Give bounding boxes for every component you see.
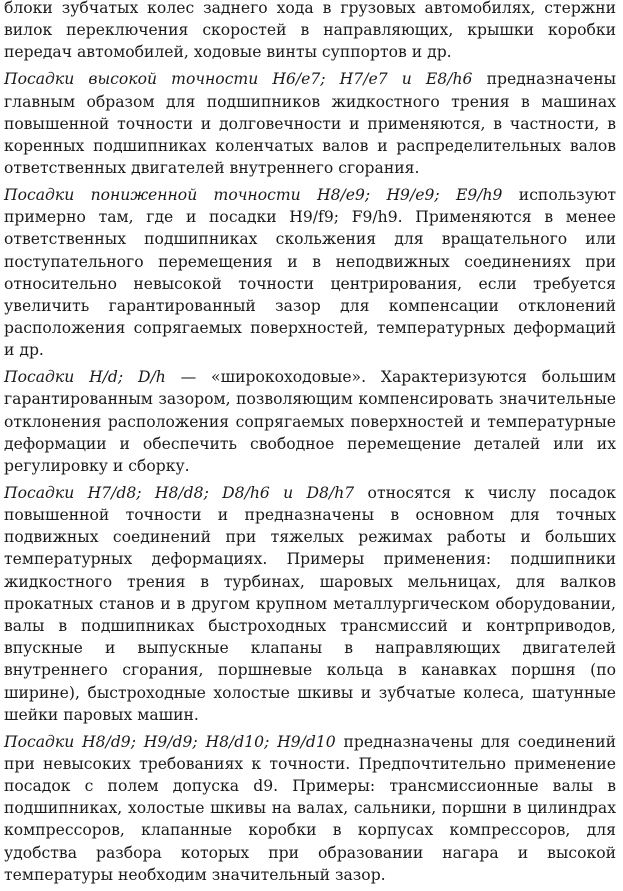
paragraph-body: — «широкоходовые». Характеризуются большим гарантированным зазором, позволяющим компенсировать значительные отклонения расположения сопрягаемых поверхностей и температурные деформации и обеспечить свободное перемещение деталей или их регулировку и сборку.	[4, 368, 616, 476]
paragraph-wide-running-fits	[4, 366, 616, 477]
paragraph-d9-d10-fits	[4, 731, 616, 886]
paragraph-body: используют примерно там, где и посадки H9/f9; F9/h9. Применяются в менее ответственных подшипниках скольжения для вращательного или поступательного перемещения и в неподвижных соединениях при относительно невысокой точности центрирования, если требуется увеличить гарантированный зазор для компенсации отклонений расположения сопрягаемых поверхностей, температурных деформаций и др.	[4, 186, 616, 360]
paragraph-body: относятся к числу посадок повышенной точности и предназначены в основном для точных подвижных соединений при тяжелых режимах работы и больших температурных деформациях. Примеры применения: подшипники жидкостного трения в турбинах, шаровых мельницах, для валков прокатных станов и в другом крупном металлургическом оборудовании, валы в подшипниках быстроходных трансмиссий и контрприводов, впускные и выпускные клапаны в направляющих двигателей внутреннего сгорания, поршневые кольца в канавках поршня (по ширине), быстроходные холостые шкивы и зубчатые колеса, шатунные шейки паровых машин.	[4, 483, 616, 724]
paragraph-lead: Посадки H7/d8; H8/d8; D8/h6 и D8/h7	[4, 483, 355, 502]
paragraph-lead: Посадки H/d; D/h	[4, 368, 166, 387]
paragraph-body: предназначены для соединений при невысоких требованиях к точности. Предпочтительно применение посадок с полем допуска d9. Примеры: трансмиссионные валы в подшипниках, холостые шкивы на валах, сальники, поршни в цилиндрах компрессоров, клапанные коробки в корпусах компрессоров, для удобства разбора которых при образовании нагара и высокой температуры необходим значительный зазор.	[4, 732, 616, 884]
document-page	[4, 0, 616, 891]
paragraph-d8-fits	[4, 482, 616, 726]
paragraph-lead: Посадки высокой точности H6/e7; H7/e7 и E8/h6	[4, 70, 473, 89]
paragraph-continuation	[4, 0, 616, 64]
paragraph-lead: Посадки H8/d9; H9/d9; H8/d10; H9/d10	[4, 732, 336, 751]
paragraph-body: предназначены главным образом для подшипников жидкостного трения в машинах повышенной точности и долговечности и применяются, в частности, в коренных подшипниках коленчатых валов и распределительных валов ответственных двигателей внутреннего сгорания.	[4, 70, 616, 178]
paragraph-lead: Посадки пониженной точности H8/e9; H9/e9; E9/h9	[4, 186, 503, 205]
paragraph-reduced-precision-fits	[4, 184, 616, 362]
paragraph-body: блоки зубчатых колес заднего хода в грузовых автомобилях, стержни вилок переключения скоростей в направляющих, крышки коробки передач автомобилей, ходовые винты суппортов и др.	[4, 0, 616, 62]
paragraph-high-precision-fits	[4, 68, 616, 179]
